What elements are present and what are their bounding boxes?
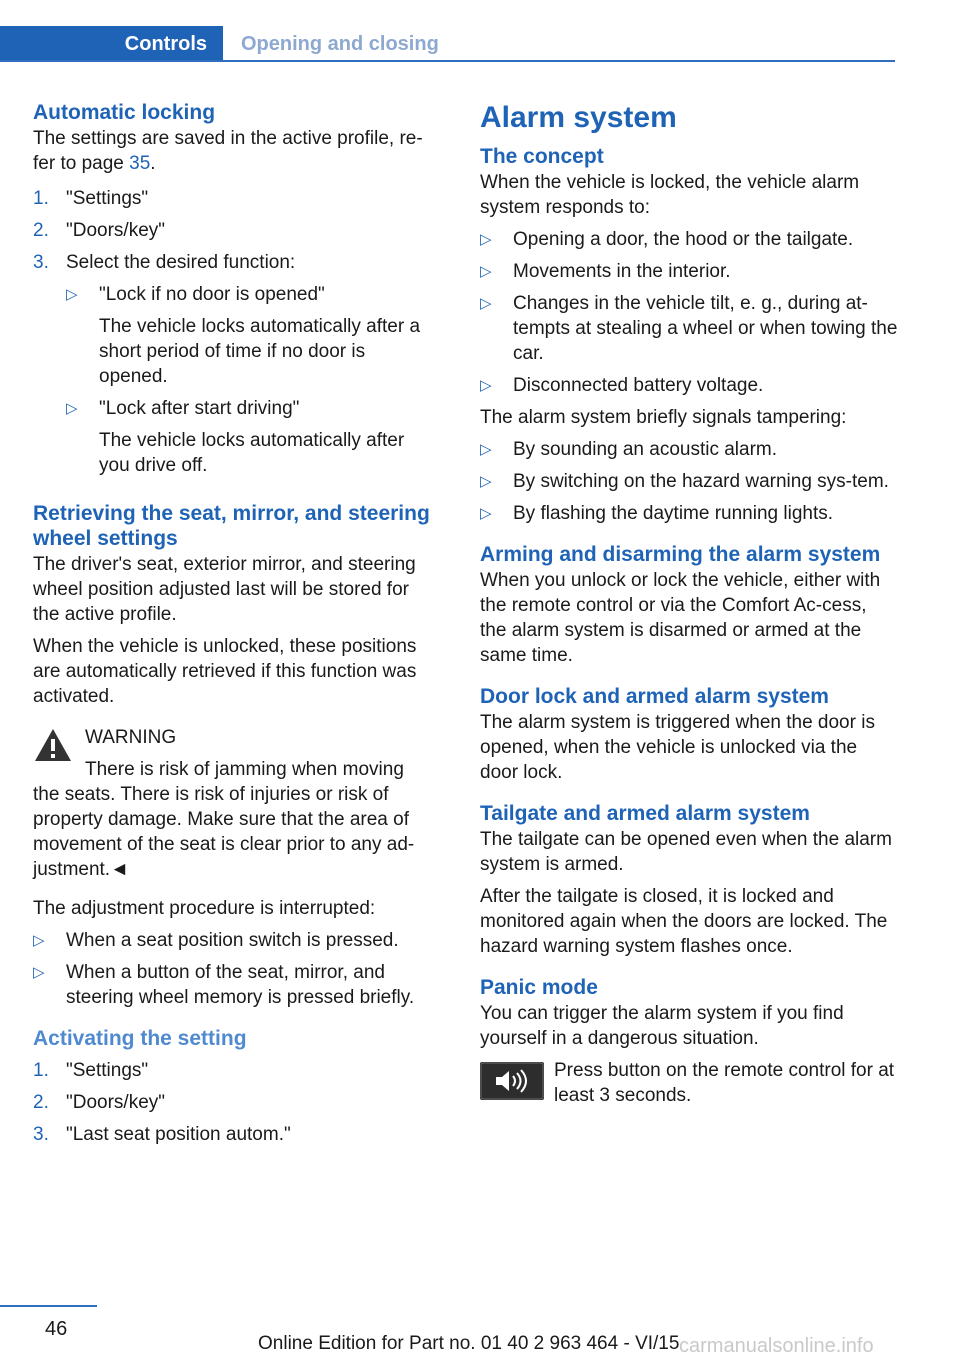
step-text: Select the desired function: <box>66 252 296 273</box>
bullet-text: When a seat position switch is pressed. <box>66 930 399 951</box>
paragraph: The adjustment procedure is interrupted: <box>33 898 376 919</box>
step-text: "Settings" <box>66 1060 149 1081</box>
bullet-text: Changes in the vehicle tilt, e. g., during at-tempts at stealing a wheel or when towing the car. <box>513 293 898 364</box>
paragraph: When the vehicle is unlocked, these positions are automatically retrieved if this function was activated. <box>33 636 417 707</box>
bullet-item <box>480 501 898 526</box>
page-link[interactable]: 35 <box>129 153 151 174</box>
panic-instruction <box>480 1058 898 1108</box>
option-item <box>66 282 438 389</box>
bullet-item <box>480 437 898 462</box>
bullet-triangle-icon: ▷ <box>480 231 492 248</box>
bullet-item <box>480 291 898 366</box>
section-heading: Activating the setting <box>33 1027 247 1050</box>
bullet-item <box>33 960 438 1010</box>
step-number: 1. <box>33 188 49 209</box>
section-heading: Door lock and armed alarm system <box>480 685 829 708</box>
section-heading: The concept <box>480 145 604 168</box>
warning-head <box>33 725 438 782</box>
step-item <box>33 1058 438 1083</box>
paragraph: When you unlock or lock the vehicle, either with the remote control or via the Comfort Ac-cess, the alarm system is disarmed or armed at the same time. <box>480 570 881 666</box>
bullet-text: By flashing the daytime running lights. <box>513 503 834 524</box>
bullet-text: Opening a door, the hood or the tailgate. <box>513 229 854 250</box>
instruction-text: Press button on the remote control for at least 3 seconds. <box>554 1060 895 1106</box>
paragraph: The tailgate can be opened even when the alarm system is armed. <box>480 829 892 875</box>
section-heading: Tailgate and armed alarm system <box>480 802 810 825</box>
bullet-text: By sounding an acoustic alarm. <box>513 439 778 460</box>
chapter-title: Alarm system <box>480 101 677 134</box>
bullet-triangle-icon: ▷ <box>66 400 78 417</box>
section-tab-label: Controls <box>124 32 207 55</box>
bullet-item <box>33 928 438 953</box>
step-number: 3. <box>33 1124 49 1145</box>
door-lock-section <box>480 684 898 785</box>
paragraph: After the tailgate is closed, it is locked and monitored again when the doors are locked. The hazard warning system flashes once. <box>480 886 888 957</box>
watermark: carmanualsonline.info <box>679 1335 874 1357</box>
bullet-triangle-icon: ▷ <box>480 505 492 522</box>
concept-section <box>480 144 898 526</box>
warning-label: WARNING <box>85 727 177 748</box>
section-heading: Retrieving the seat, mirror, and steering wheel settings <box>33 502 430 550</box>
step-item <box>33 218 438 243</box>
step-item <box>33 1122 438 1147</box>
step-number: 2. <box>33 1092 49 1113</box>
warning-triangle-icon <box>33 725 85 782</box>
paragraph <box>33 126 438 176</box>
bullet-triangle-icon: ▷ <box>480 377 492 394</box>
option-description: The vehicle locks automatically after a short period of time if no door is opened. <box>99 316 421 387</box>
bullet-text: When a button of the seat, mirror, and steering wheel memory is pressed briefly. <box>66 962 415 1008</box>
warning-box <box>33 725 438 882</box>
step-number: 1. <box>33 1060 49 1081</box>
left-column <box>33 100 438 1163</box>
section-heading: Panic mode <box>480 976 598 999</box>
step-number: 3. <box>33 252 49 273</box>
step-text: "Last seat position autom." <box>66 1124 291 1145</box>
section-heading: Automatic locking <box>33 101 216 124</box>
retrieving-section <box>33 501 438 709</box>
panic-section <box>480 975 898 1108</box>
paragraph: The alarm system briefly signals tampering: <box>480 407 847 428</box>
activating-section <box>33 1026 438 1147</box>
paragraph: When the vehicle is locked, the vehicle alarm system responds to: <box>480 172 860 218</box>
step-text: "Settings" <box>66 188 149 209</box>
option-body <box>99 396 438 478</box>
bullet-triangle-icon: ▷ <box>480 441 492 458</box>
bullet-item <box>480 227 898 252</box>
section-heading: Arming and disarming the alarm system <box>480 543 881 566</box>
section-tab-opening-closing <box>241 26 439 62</box>
text: The settings are saved in the active profile, re-fer to page <box>33 128 423 174</box>
bullet-text: Disconnected battery voltage. <box>513 375 764 396</box>
page-number: 46 <box>45 1318 68 1340</box>
step-body <box>66 250 438 485</box>
bullet-item <box>480 373 898 398</box>
option-body <box>99 282 438 389</box>
header-rule <box>0 60 895 62</box>
step-item <box>33 186 438 211</box>
paragraph: You can trigger the alarm system if you find yourself in a dangerous situation. <box>480 1003 844 1049</box>
interrupted-section <box>33 896 438 1010</box>
bullet-triangle-icon: ▷ <box>480 473 492 490</box>
step-text: "Doors/key" <box>66 220 166 241</box>
warning-text: the seats. There is risk of injuries or risk of property damage. Make sure that the area of movement of the seat is clear prior to any ad-justment.◄ <box>33 784 415 880</box>
option-label: "Lock after start driving" <box>99 398 300 419</box>
option-label: "Lock if no door is opened" <box>99 284 325 305</box>
automatic-locking-section <box>33 100 438 485</box>
bullet-triangle-icon: ▷ <box>480 263 492 280</box>
warning-text-first: There is risk of jamming when moving <box>85 759 404 780</box>
right-column <box>480 100 898 1124</box>
step-item <box>33 1090 438 1115</box>
option-item <box>66 396 438 478</box>
step-text: "Doors/key" <box>66 1092 166 1113</box>
paragraph: The driver's seat, exterior mirror, and steering wheel position adjusted last will be stored for the active profile. <box>33 554 416 625</box>
step-number: 2. <box>33 220 49 241</box>
warning-head-text <box>85 725 404 782</box>
option-description: The vehicle locks automatically after you drive off. <box>99 430 405 476</box>
bullet-triangle-icon: ▷ <box>66 286 78 303</box>
bullet-item <box>480 469 898 494</box>
section-tab-controls <box>0 26 223 62</box>
edition-note: Online Edition for Part no. 01 40 2 963 464 - VI/15 <box>258 1333 680 1354</box>
bullet-triangle-icon: ▷ <box>33 932 45 949</box>
paragraph: The alarm system is triggered when the door is opened, when the vehicle is unlocked via the door lock. <box>480 712 875 783</box>
text: . <box>150 153 156 174</box>
bullet-text: Movements in the interior. <box>513 261 731 282</box>
tailgate-section <box>480 801 898 959</box>
section-tab-label: Opening and closing <box>241 32 439 55</box>
step-item <box>33 250 438 485</box>
panic-button-icon <box>480 1058 554 1108</box>
bullet-triangle-icon: ▷ <box>33 964 45 981</box>
bullet-triangle-icon: ▷ <box>480 295 492 312</box>
bullet-text: By switching on the hazard warning sys-tem. <box>513 471 889 492</box>
footer-rule <box>0 1305 97 1307</box>
arming-section <box>480 542 898 668</box>
bullet-item <box>480 259 898 284</box>
